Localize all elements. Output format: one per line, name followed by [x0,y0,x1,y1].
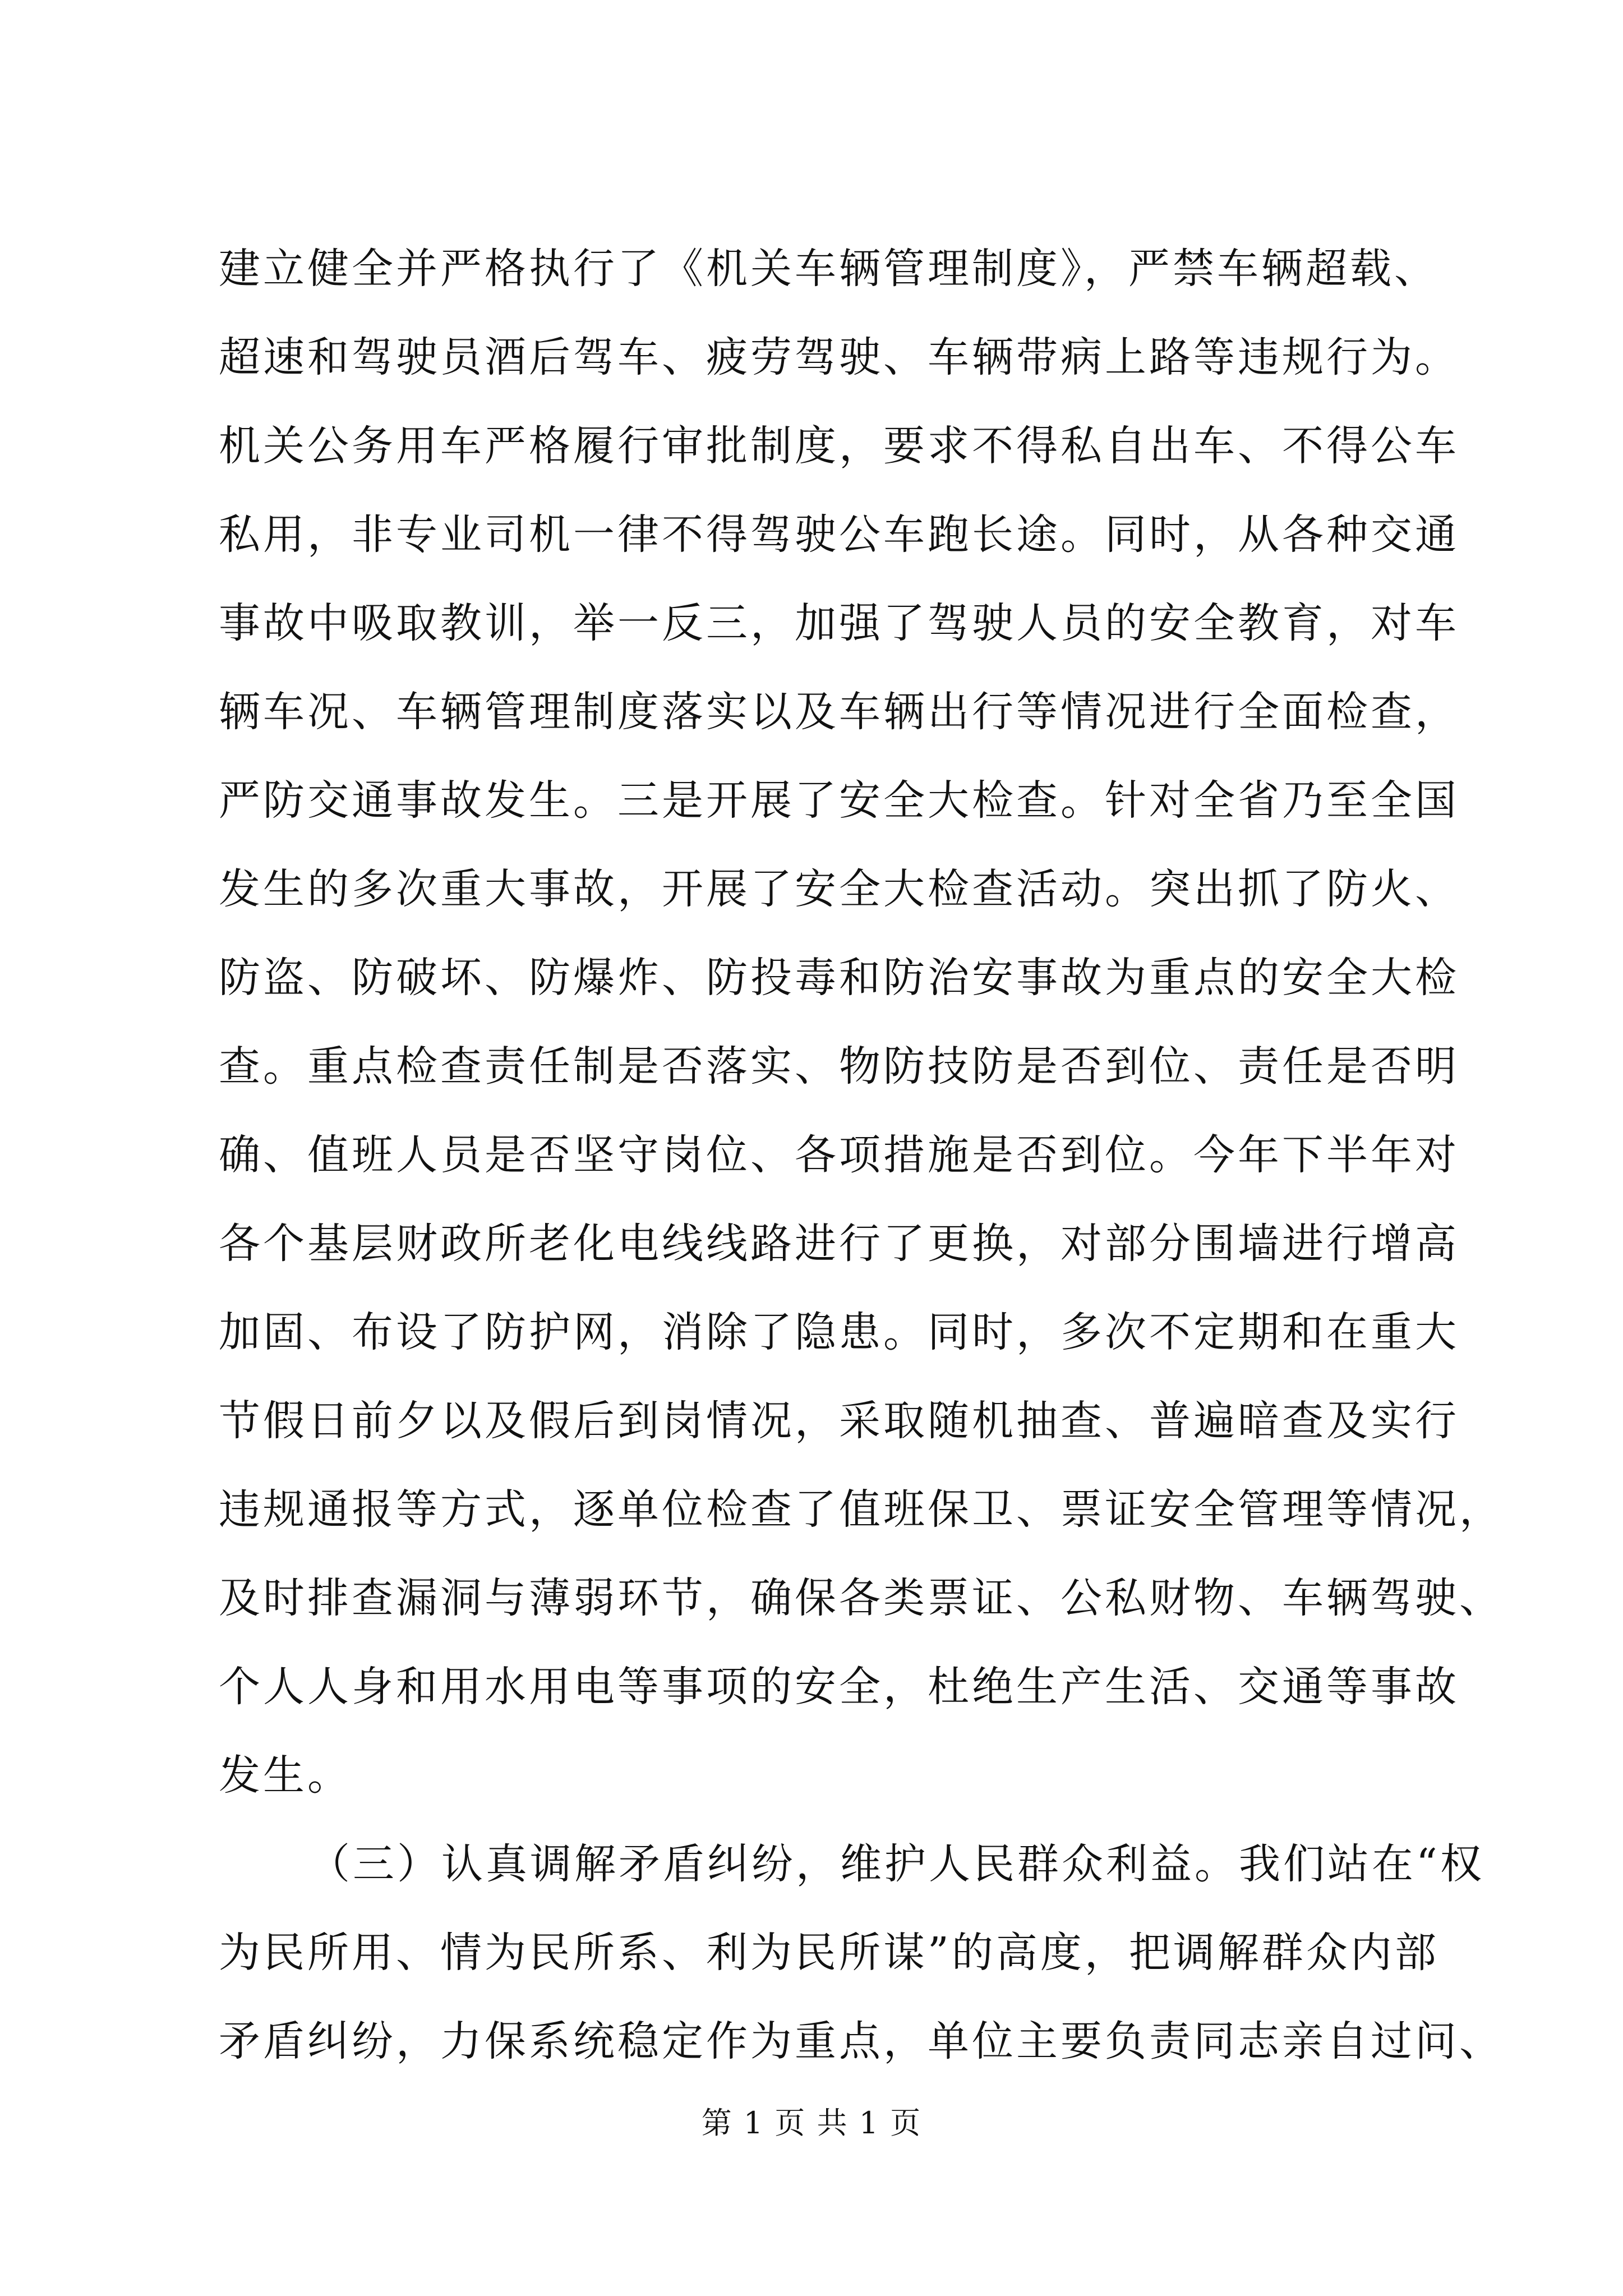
text-line: 私用，非专业司机一律不得驾驶公车跑长途。同时，从各种交通 [219,510,1459,559]
text-line: 超速和驾驶员酒后驾车、疲劳驾驶、车辆带病上路等违规行为。 [219,333,1459,381]
text-line: 矛盾纠纷，力保系统稳定作为重点，单位主要负责同志亲自过问、 [219,2017,1504,2065]
text-line: 查。重点检查责任制是否落实、物防技防是否到位、责任是否明 [219,1042,1459,1091]
page-footer [0,2101,1623,2146]
text-line: 及时排查漏洞与薄弱环节，确保各类票证、公私财物、车辆驾驶、 [219,1574,1504,1622]
section-heading-line: （三）认真调解矛盾纠纷，维护人民群众利益。我们站在“权 [308,1840,1484,1888]
text-line: 事故中吸取教训，举一反三，加强了驾驶人员的安全教育，对车 [219,599,1459,647]
text-line: 机关公务用车严格履行审批制度，要求不得私自出车、不得公车 [219,422,1459,470]
text-line: 发生的多次重大事故，开展了安全大检查活动。突出抓了防火、 [219,865,1459,913]
text-line: 发生。 [219,1751,352,1800]
text-line: 节假日前夕以及假后到岗情况，采取随机抽查、普遍暗查及实行 [219,1397,1459,1445]
text-line: 个人人身和用水用电等事项的安全，杜绝生产生活、交通等事故 [219,1663,1459,1711]
page-number-label: 第 1 页 共 1 页 [701,2105,922,2141]
text-line: 违规通报等方式，逐单位检查了值班保卫、票证安全管理等情况， [219,1485,1504,1534]
text-line: 防盗、防破坏、防爆炸、防投毒和防治安事故为重点的安全大检 [219,954,1459,1002]
text-line: 确、值班人员是否坚守岗位、各项措施是否到位。今年下半年对 [219,1131,1459,1179]
text-line: 加固、布设了防护网，消除了隐患。同时，多次不定期和在重大 [219,1308,1459,1356]
body-text [219,224,1504,2086]
text-line: 建立健全并严格执行了《机关车辆管理制度》，严禁车辆超载、 [219,245,1438,293]
text-line: 辆车况、车辆管理制度落实以及车辆出行等情况进行全面检查， [219,688,1459,736]
text-line: 严防交通事故发生。三是开展了安全大检查。针对全省乃至全国 [219,776,1459,825]
text-line: 为民所用、情为民所系、利为民所谋”的高度，把调解群众内部 [219,1929,1439,1977]
text-line: 各个基层财政所老化电线线路进行了更换，对部分围墙进行增高 [219,1220,1459,1268]
